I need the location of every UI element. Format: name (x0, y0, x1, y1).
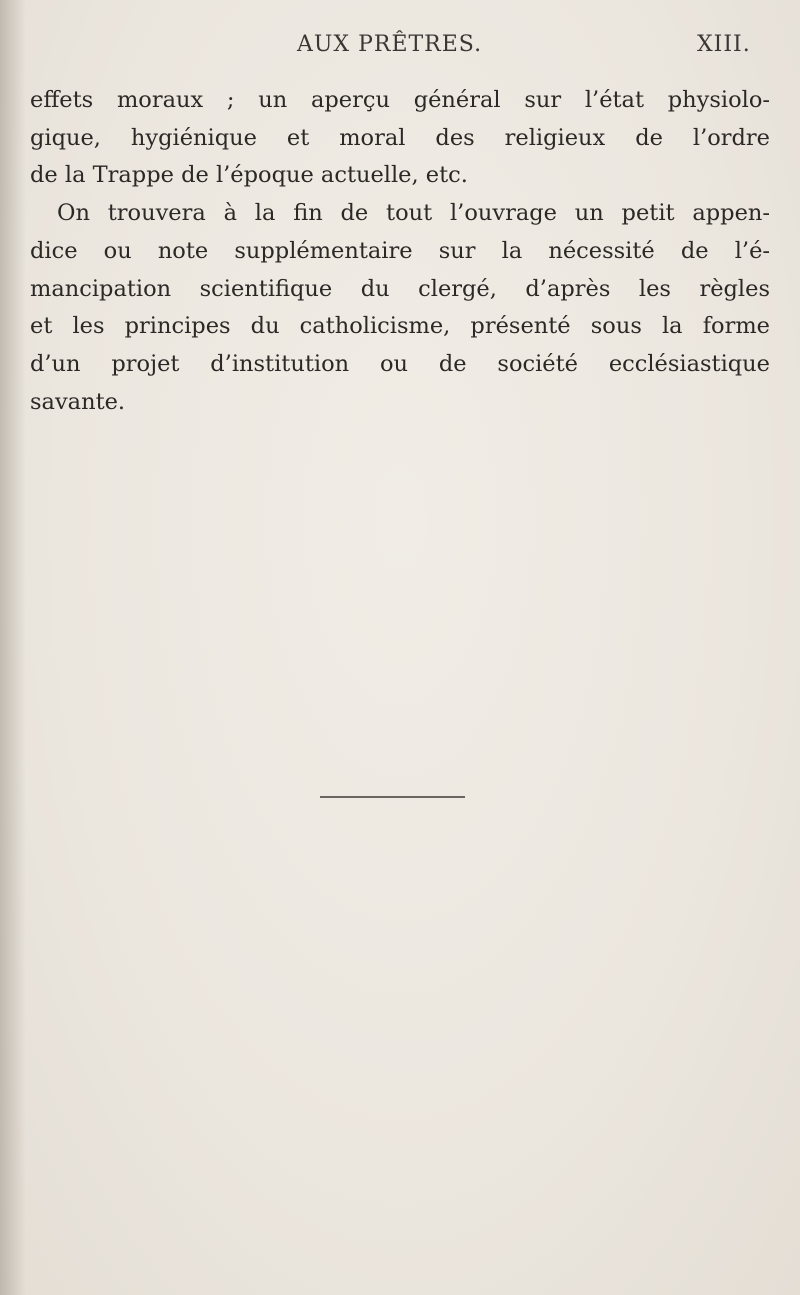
section-divider (320, 796, 465, 798)
text-line: On trouvera à la fin de tout l’ouvrage un petit appen- (57, 200, 770, 227)
text-line: de la Trappe de l’époque actuelle, etc. (30, 162, 468, 189)
text-line: mancipation scientifique du clergé, d’après les règles (30, 275, 770, 302)
text-line: dice ou note supplémentaire sur la nécessité de l’é- (30, 237, 770, 264)
text-line: effets moraux ; un aperçu général sur l’état physiolo- (30, 87, 770, 113)
page-number: XIII. (697, 32, 751, 57)
running-head (0, 30, 800, 70)
text-line: gique, hygiénique et moral des religieux de l’ordre (30, 124, 770, 151)
binding-shadow (0, 0, 26, 1295)
text-line: d’un projet d’institution ou de société ecclésiastique (30, 350, 770, 377)
text-line: savante. (30, 388, 126, 415)
text-line: et les principes du catholicisme, présenté sous la forme (30, 313, 770, 340)
running-title: AUX PRÊTRES. (297, 32, 483, 57)
body-text (30, 82, 770, 421)
